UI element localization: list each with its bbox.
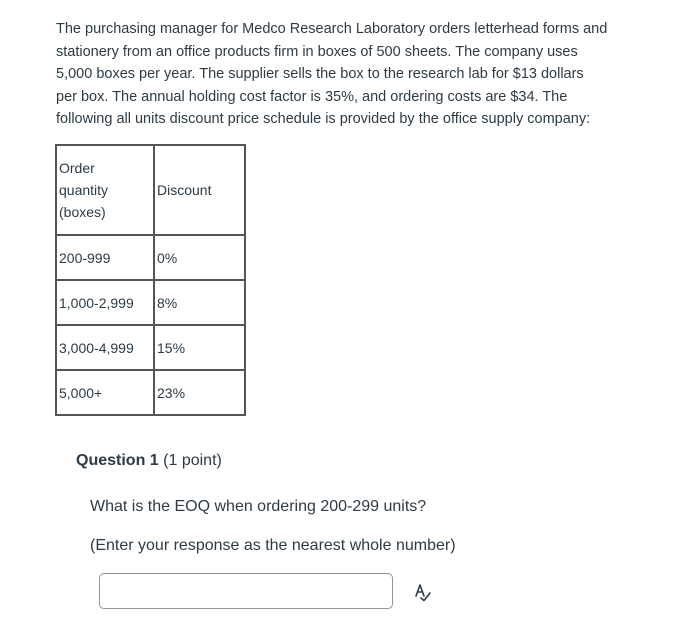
quantity-cell: 3,000-4,999 [56, 325, 154, 370]
spellcheck-icon[interactable] [412, 582, 432, 602]
intro-line: The purchasing manager for Medco Research Laboratory orders letterhead forms and [56, 21, 608, 37]
discount-cell: 0% [154, 235, 245, 280]
question-text: What is the EOQ when ordering 200-299 units? [90, 498, 427, 515]
intro-line: stationery from an office products firm in boxes of 500 sheets. The company uses [56, 43, 578, 60]
quantity-cell: 5,000+ [56, 370, 154, 415]
discount-cell: 8% [154, 280, 245, 325]
table-row [56, 370, 245, 415]
intro-line: per box. The annual holding cost factor is 35%, and ordering costs are $34. The [56, 88, 568, 105]
discount-cell: 23% [154, 370, 245, 415]
header-line: (boxes) [59, 204, 106, 220]
header-line: Order [59, 160, 95, 176]
question-heading [76, 452, 222, 470]
discount-cell: 15% [154, 325, 245, 370]
answer-input[interactable] [99, 573, 393, 609]
intro-line: following all units discount price schedule is provided by the office supply company: [56, 111, 591, 127]
question-hint: (Enter your response as the nearest whole number) [90, 537, 456, 554]
quantity-cell: 1,000-2,999 [56, 280, 154, 325]
header-line: quantity [59, 182, 109, 198]
discount-schedule-table [55, 144, 246, 416]
table-row [56, 235, 245, 280]
header-discount: Discount [154, 145, 245, 235]
intro-line: 5,000 boxes per year. The supplier sells the box to the research lab for $13 dollars [56, 66, 584, 82]
question-points: (1 point) [163, 452, 222, 469]
quantity-cell: 200-999 [56, 235, 154, 280]
table-header-row [56, 145, 245, 235]
question-title: Question 1 [76, 452, 159, 469]
problem-statement [56, 18, 636, 131]
table-row [56, 325, 245, 370]
table-row [56, 280, 245, 325]
header-order-quantity [56, 145, 154, 235]
